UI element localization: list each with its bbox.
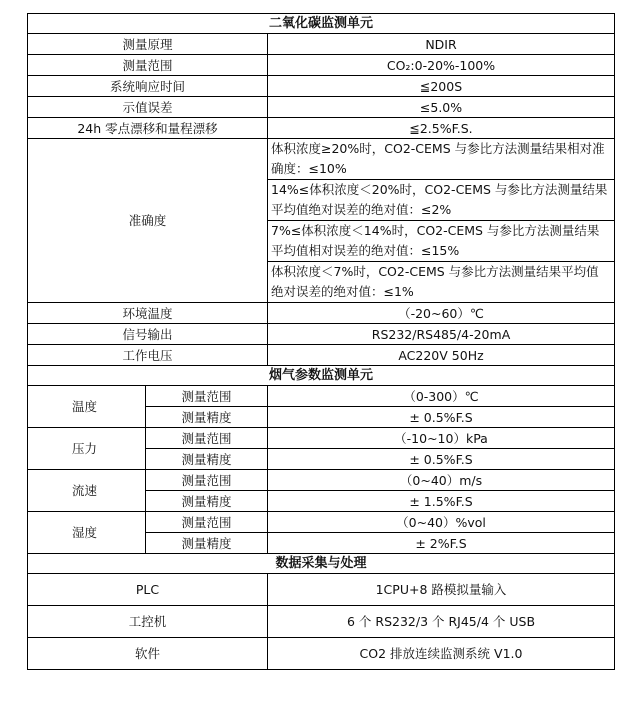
section-header-flue — [28, 366, 615, 386]
row-label: 工控机 — [28, 606, 268, 638]
row-label: 测量范围 — [28, 55, 268, 76]
row-value: （0~40）%vol — [268, 512, 615, 533]
sub-label: 测量范围 — [146, 470, 268, 491]
table-row — [28, 512, 615, 533]
row-value: 1CPU+8 路模拟量输入 — [268, 574, 615, 606]
sub-label: 测量精度 — [146, 491, 268, 512]
row-value: RS232/RS485/4-20mA — [268, 324, 615, 345]
section-title-data: 数据采集与处理 — [28, 554, 615, 574]
table-row — [28, 428, 615, 449]
sub-label: 测量精度 — [146, 533, 268, 554]
spec-table-container — [27, 13, 615, 670]
accuracy-item: 7%≤体积浓度＜14%时，CO2-CEMS 与参比方法测量结果平均值相对误差的绝对值：≤15% — [268, 221, 615, 262]
row-value: ± 1.5%F.S — [268, 491, 615, 512]
row-label: 工作电压 — [28, 345, 268, 366]
row-value: CO2 排放连续监测系统 V1.0 — [268, 638, 615, 670]
row-label: 测量原理 — [28, 34, 268, 55]
row-value: ± 0.5%F.S — [268, 407, 615, 428]
spec-table — [27, 13, 615, 670]
row-value: ± 2%F.S — [268, 533, 615, 554]
row-value: ≦2.5%F.S. — [268, 118, 615, 139]
row-value: （0-300）℃ — [268, 386, 615, 407]
row-value: （-10~10）kPa — [268, 428, 615, 449]
accuracy-item: 14%≤体积浓度＜20%时，CO2-CEMS 与参比方法测量结果平均值绝对误差的绝对值：≤2% — [268, 180, 615, 221]
param-label: 温度 — [28, 386, 146, 428]
row-value: ≦200S — [268, 76, 615, 97]
row-label: 信号输出 — [28, 324, 268, 345]
row-label: 系统响应时间 — [28, 76, 268, 97]
table-row — [28, 76, 615, 97]
accuracy-label: 准确度 — [28, 139, 268, 303]
sub-label: 测量范围 — [146, 428, 268, 449]
table-row — [28, 118, 615, 139]
section-title-flue: 烟气参数监测单元 — [28, 366, 615, 386]
sub-label: 测量范围 — [146, 386, 268, 407]
table-row — [28, 324, 615, 345]
sub-label: 测量精度 — [146, 407, 268, 428]
param-label: 流速 — [28, 470, 146, 512]
section-header-co2 — [28, 14, 615, 34]
section-title-co2: 二氧化碳监测单元 — [28, 14, 615, 34]
row-value: AC220V 50Hz — [268, 345, 615, 366]
row-label: 软件 — [28, 638, 268, 670]
accuracy-item: 体积浓度＜7%时，CO2-CEMS 与参比方法测量结果平均值绝对误差的绝对值：≤1% — [268, 262, 615, 303]
row-value: ± 0.5%F.S — [268, 449, 615, 470]
section-header-data — [28, 554, 615, 574]
table-row — [28, 97, 615, 118]
table-row — [28, 34, 615, 55]
sub-label: 测量范围 — [146, 512, 268, 533]
row-value: CO₂:0-20%-100% — [268, 55, 615, 76]
param-label: 压力 — [28, 428, 146, 470]
row-label: 示值误差 — [28, 97, 268, 118]
table-row — [28, 606, 615, 638]
table-row — [28, 55, 615, 76]
row-label: 环境温度 — [28, 303, 268, 324]
table-row — [28, 386, 615, 407]
table-row — [28, 638, 615, 670]
row-value: （0~40）m/s — [268, 470, 615, 491]
table-row — [28, 303, 615, 324]
row-label: 24h 零点漂移和量程漂移 — [28, 118, 268, 139]
row-value: 6 个 RS232/3 个 RJ45/4 个 USB — [268, 606, 615, 638]
row-value: NDIR — [268, 34, 615, 55]
accuracy-item: 体积浓度≥20%时，CO2-CEMS 与参比方法测量结果相对准确度：≤10% — [268, 139, 615, 180]
table-row — [28, 345, 615, 366]
param-label: 湿度 — [28, 512, 146, 554]
table-row — [28, 139, 615, 180]
row-label: PLC — [28, 574, 268, 606]
row-value: ≤5.0% — [268, 97, 615, 118]
table-row — [28, 470, 615, 491]
sub-label: 测量精度 — [146, 449, 268, 470]
row-value: （-20~60）℃ — [268, 303, 615, 324]
table-row — [28, 574, 615, 606]
